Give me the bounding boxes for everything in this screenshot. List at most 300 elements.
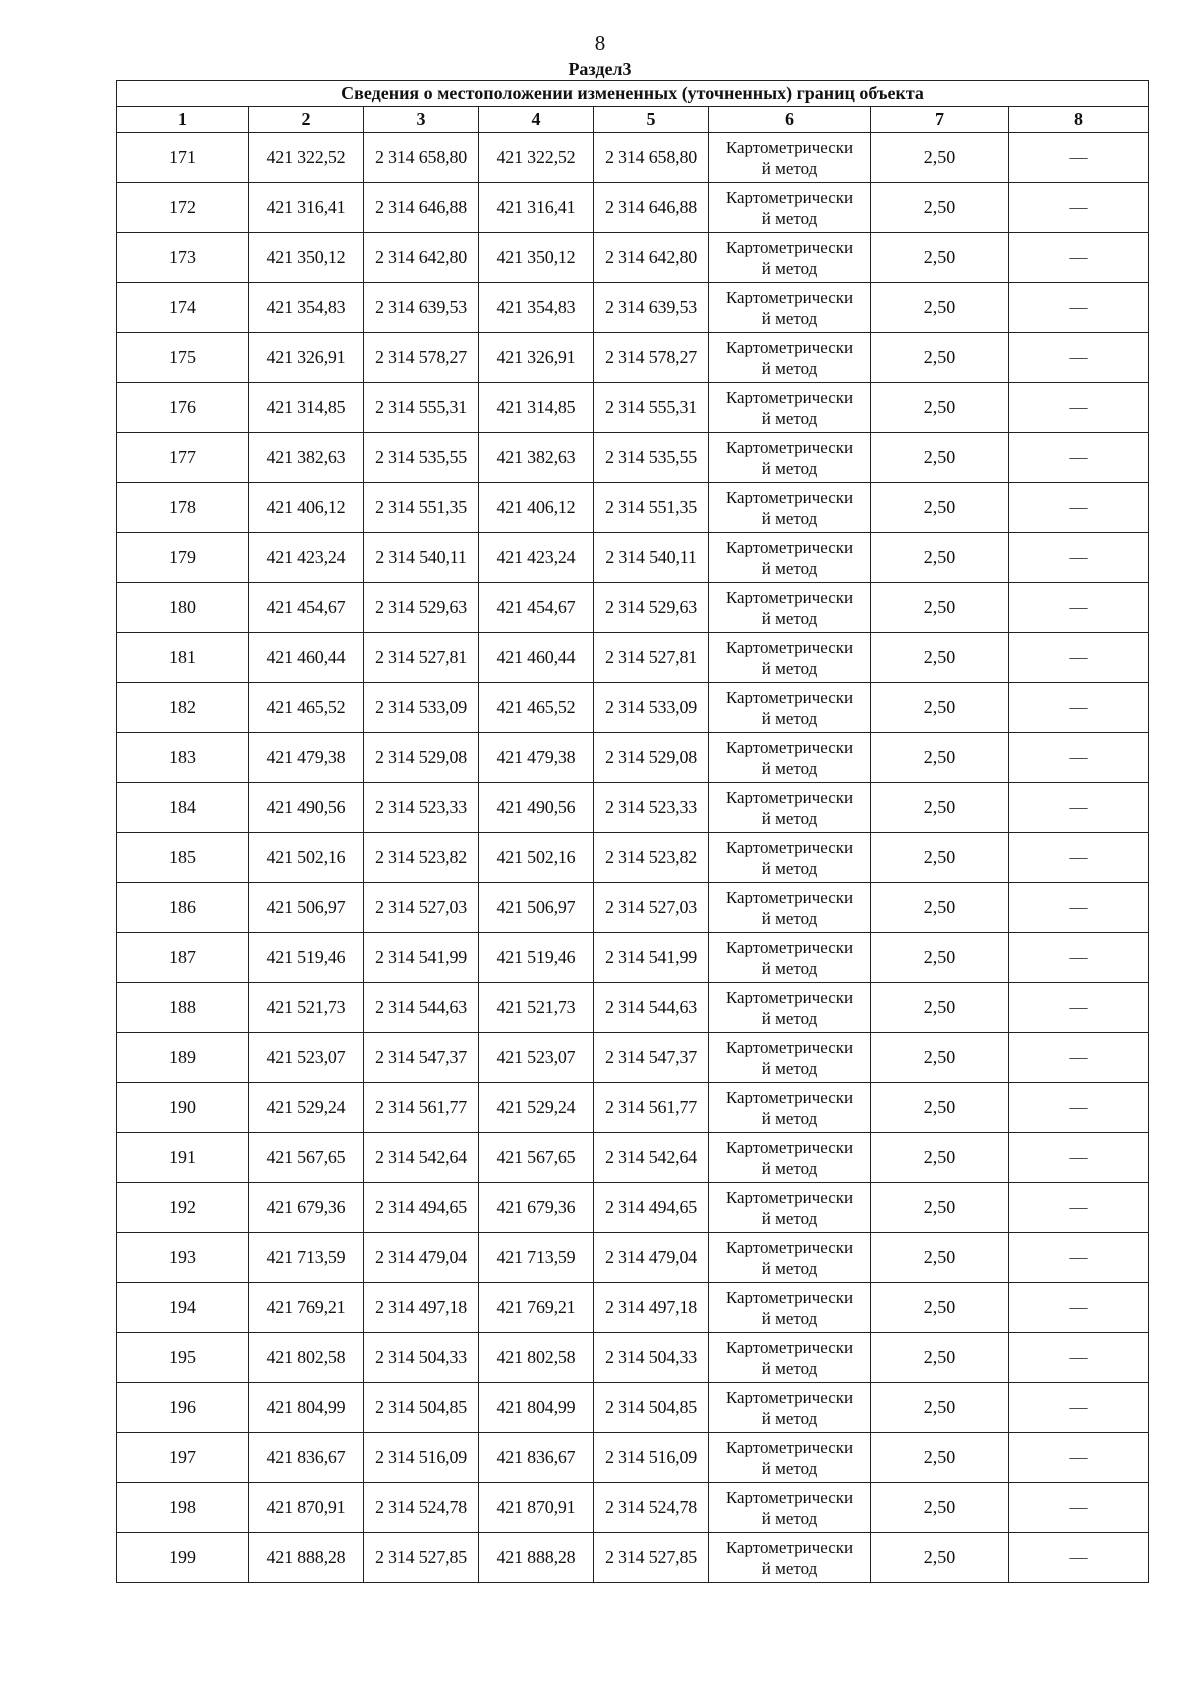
description-cell: — — [1009, 883, 1149, 933]
point-number-cell: 182 — [117, 683, 249, 733]
new-x-cell: 421 713,59 — [479, 1233, 594, 1283]
table-row — [117, 533, 1149, 583]
new-x-cell: 421 521,73 — [479, 983, 594, 1033]
new-y-cell: 2 314 527,81 — [594, 633, 709, 683]
accuracy-cell: 2,50 — [871, 783, 1009, 833]
existing-x-cell: 421 465,52 — [249, 683, 364, 733]
accuracy-cell: 2,50 — [871, 733, 1009, 783]
method-text-line-1: Картометрически — [725, 387, 854, 407]
new-y-cell: 2 314 561,77 — [594, 1083, 709, 1133]
accuracy-cell: 2,50 — [871, 233, 1009, 283]
method-text-line-2: й метод — [761, 1208, 818, 1228]
new-x-cell: 421 460,44 — [479, 633, 594, 683]
method-cell — [709, 533, 871, 583]
existing-y-cell: 2 314 561,77 — [364, 1083, 479, 1133]
method-cell — [709, 1283, 871, 1333]
existing-y-cell: 2 314 516,09 — [364, 1433, 479, 1483]
new-x-cell: 421 529,24 — [479, 1083, 594, 1133]
new-y-cell: 2 314 529,63 — [594, 583, 709, 633]
description-cell: — — [1009, 1083, 1149, 1133]
method-cell — [709, 1233, 871, 1283]
accuracy-cell: 2,50 — [871, 683, 1009, 733]
method-text-line-1: Картометрически — [725, 487, 854, 507]
accuracy-cell: 2,50 — [871, 1383, 1009, 1433]
method-text-line-1: Картометрически — [725, 1237, 854, 1257]
new-x-cell: 421 870,91 — [479, 1483, 594, 1533]
method-text-line-2: й метод — [761, 358, 818, 378]
accuracy-cell: 2,50 — [871, 883, 1009, 933]
method-text-line-2: й метод — [761, 1358, 818, 1378]
new-x-cell: 421 350,12 — [479, 233, 594, 283]
method-text-line-2: й метод — [761, 158, 818, 178]
existing-x-cell: 421 506,97 — [249, 883, 364, 933]
column-numbers-row — [117, 107, 1149, 133]
table-row — [117, 183, 1149, 233]
new-y-cell: 2 314 541,99 — [594, 933, 709, 983]
method-text-line-1: Картометрически — [725, 737, 854, 757]
method-cell — [709, 1333, 871, 1383]
new-y-cell: 2 314 544,63 — [594, 983, 709, 1033]
column-number-4: 4 — [479, 107, 594, 133]
method-text-line-2: й метод — [761, 308, 818, 328]
method-text-line-1: Картометрически — [725, 1337, 854, 1357]
method-cell — [709, 933, 871, 983]
column-number-8: 8 — [1009, 107, 1149, 133]
table-caption: Сведения о местоположении измененных (уточненных) границ объекта — [117, 81, 1149, 107]
table-row — [117, 483, 1149, 533]
method-text-line-2: й метод — [761, 258, 818, 278]
new-x-cell: 421 490,56 — [479, 783, 594, 833]
new-x-cell: 421 454,67 — [479, 583, 594, 633]
new-y-cell: 2 314 529,08 — [594, 733, 709, 783]
method-text-line-2: й метод — [761, 1508, 818, 1528]
existing-y-cell: 2 314 551,35 — [364, 483, 479, 533]
point-number-cell: 190 — [117, 1083, 249, 1133]
coordinates-table — [116, 80, 1149, 1583]
description-cell: — — [1009, 533, 1149, 583]
method-text-line-2: й метод — [761, 808, 818, 828]
point-number-cell: 174 — [117, 283, 249, 333]
new-x-cell: 421 406,12 — [479, 483, 594, 533]
method-text-line-2: й метод — [761, 408, 818, 428]
table-row — [117, 383, 1149, 433]
existing-y-cell: 2 314 529,08 — [364, 733, 479, 783]
table-row — [117, 983, 1149, 1033]
description-cell: — — [1009, 583, 1149, 633]
description-cell: — — [1009, 133, 1149, 183]
method-text-line-2: й метод — [761, 1458, 818, 1478]
method-cell — [709, 883, 871, 933]
existing-x-cell: 421 350,12 — [249, 233, 364, 283]
method-text-line-2: й метод — [761, 858, 818, 878]
new-y-cell: 2 314 479,04 — [594, 1233, 709, 1283]
point-number-cell: 197 — [117, 1433, 249, 1483]
description-cell: — — [1009, 1283, 1149, 1333]
table-row — [117, 833, 1149, 883]
existing-y-cell: 2 314 523,82 — [364, 833, 479, 883]
existing-x-cell: 421 836,67 — [249, 1433, 364, 1483]
point-number-cell: 173 — [117, 233, 249, 283]
column-number-7: 7 — [871, 107, 1009, 133]
new-x-cell: 421 567,65 — [479, 1133, 594, 1183]
existing-y-cell: 2 314 544,63 — [364, 983, 479, 1033]
point-number-cell: 172 — [117, 183, 249, 233]
new-x-cell: 421 423,24 — [479, 533, 594, 583]
method-text-line-1: Картометрически — [725, 587, 854, 607]
table-row — [117, 133, 1149, 183]
new-x-cell: 421 888,28 — [479, 1533, 594, 1583]
method-text-line-2: й метод — [761, 208, 818, 228]
description-cell: — — [1009, 1233, 1149, 1283]
existing-y-cell: 2 314 642,80 — [364, 233, 479, 283]
table-row — [117, 1133, 1149, 1183]
new-x-cell: 421 326,91 — [479, 333, 594, 383]
method-text-line-1: Картометрически — [725, 937, 854, 957]
new-y-cell: 2 314 642,80 — [594, 233, 709, 283]
method-cell — [709, 433, 871, 483]
existing-x-cell: 421 490,56 — [249, 783, 364, 833]
method-text-line-1: Картометрически — [725, 137, 854, 157]
description-cell: — — [1009, 433, 1149, 483]
new-x-cell: 421 479,38 — [479, 733, 594, 783]
existing-y-cell: 2 314 524,78 — [364, 1483, 479, 1533]
existing-x-cell: 421 354,83 — [249, 283, 364, 333]
existing-x-cell: 421 460,44 — [249, 633, 364, 683]
existing-y-cell: 2 314 527,81 — [364, 633, 479, 683]
table-row — [117, 1233, 1149, 1283]
existing-y-cell: 2 314 646,88 — [364, 183, 479, 233]
description-cell: — — [1009, 383, 1149, 433]
point-number-cell: 177 — [117, 433, 249, 483]
existing-y-cell: 2 314 547,37 — [364, 1033, 479, 1083]
existing-y-cell: 2 314 527,85 — [364, 1533, 479, 1583]
accuracy-cell: 2,50 — [871, 283, 1009, 333]
existing-x-cell: 421 713,59 — [249, 1233, 364, 1283]
point-number-cell: 184 — [117, 783, 249, 833]
existing-x-cell: 421 479,38 — [249, 733, 364, 783]
table-row — [117, 1433, 1149, 1483]
table-row — [117, 1533, 1149, 1583]
description-cell: — — [1009, 483, 1149, 533]
accuracy-cell: 2,50 — [871, 1533, 1009, 1583]
point-number-cell: 180 — [117, 583, 249, 633]
point-number-cell: 198 — [117, 1483, 249, 1533]
method-cell — [709, 633, 871, 683]
existing-y-cell: 2 314 527,03 — [364, 883, 479, 933]
table-row — [117, 1283, 1149, 1333]
existing-y-cell: 2 314 533,09 — [364, 683, 479, 733]
table-row — [117, 1033, 1149, 1083]
existing-x-cell: 421 423,24 — [249, 533, 364, 583]
new-x-cell: 421 382,63 — [479, 433, 594, 483]
method-text-line-2: й метод — [761, 1308, 818, 1328]
description-cell: — — [1009, 333, 1149, 383]
column-number-5: 5 — [594, 107, 709, 133]
existing-x-cell: 421 382,63 — [249, 433, 364, 483]
description-cell: — — [1009, 733, 1149, 783]
new-y-cell: 2 314 639,53 — [594, 283, 709, 333]
method-text-line-2: й метод — [761, 1558, 818, 1578]
description-cell: — — [1009, 233, 1149, 283]
description-cell: — — [1009, 283, 1149, 333]
point-number-cell: 193 — [117, 1233, 249, 1283]
existing-x-cell: 421 322,52 — [249, 133, 364, 183]
point-number-cell: 195 — [117, 1333, 249, 1383]
method-cell — [709, 233, 871, 283]
method-text-line-1: Картометрически — [725, 987, 854, 1007]
new-x-cell: 421 465,52 — [479, 683, 594, 733]
method-text-line-2: й метод — [761, 608, 818, 628]
description-cell: — — [1009, 833, 1149, 883]
table-row — [117, 333, 1149, 383]
column-number-2: 2 — [249, 107, 364, 133]
new-y-cell: 2 314 551,35 — [594, 483, 709, 533]
existing-y-cell: 2 314 494,65 — [364, 1183, 479, 1233]
section-title: Раздел3 — [568, 59, 632, 79]
method-text-line-1: Картометрически — [725, 1087, 854, 1107]
method-text-line-1: Картометрически — [725, 837, 854, 857]
accuracy-cell: 2,50 — [871, 1033, 1009, 1083]
new-y-cell: 2 314 494,65 — [594, 1183, 709, 1233]
accuracy-cell: 2,50 — [871, 483, 1009, 533]
method-cell — [709, 483, 871, 533]
new-x-cell: 421 316,41 — [479, 183, 594, 233]
method-text-line-1: Картометрически — [725, 437, 854, 457]
method-cell — [709, 1533, 871, 1583]
method-text-line-1: Картометрически — [725, 1387, 854, 1407]
new-y-cell: 2 314 523,82 — [594, 833, 709, 883]
point-number-cell: 196 — [117, 1383, 249, 1433]
new-y-cell: 2 314 547,37 — [594, 1033, 709, 1083]
table-row — [117, 933, 1149, 983]
method-text-line-2: й метод — [761, 758, 818, 778]
table-row — [117, 1083, 1149, 1133]
existing-y-cell: 2 314 555,31 — [364, 383, 479, 433]
table-row — [117, 283, 1149, 333]
existing-x-cell: 421 804,99 — [249, 1383, 364, 1433]
point-number-cell: 189 — [117, 1033, 249, 1083]
table-row — [117, 883, 1149, 933]
existing-y-cell: 2 314 542,64 — [364, 1133, 479, 1183]
existing-y-cell: 2 314 497,18 — [364, 1283, 479, 1333]
existing-x-cell: 421 502,16 — [249, 833, 364, 883]
existing-x-cell: 421 454,67 — [249, 583, 364, 633]
existing-x-cell: 421 314,85 — [249, 383, 364, 433]
description-cell: — — [1009, 183, 1149, 233]
method-text-line-1: Картометрически — [725, 1537, 854, 1557]
existing-y-cell: 2 314 541,99 — [364, 933, 479, 983]
existing-x-cell: 421 523,07 — [249, 1033, 364, 1083]
accuracy-cell: 2,50 — [871, 633, 1009, 683]
table-row — [117, 1483, 1149, 1533]
new-y-cell: 2 314 542,64 — [594, 1133, 709, 1183]
method-text-line-2: й метод — [761, 1108, 818, 1128]
new-y-cell: 2 314 555,31 — [594, 383, 709, 433]
method-cell — [709, 583, 871, 633]
method-cell — [709, 333, 871, 383]
point-number-cell: 183 — [117, 733, 249, 783]
description-cell: — — [1009, 1133, 1149, 1183]
method-cell — [709, 383, 871, 433]
new-y-cell: 2 314 533,09 — [594, 683, 709, 733]
existing-x-cell: 421 769,21 — [249, 1283, 364, 1333]
method-text-line-2: й метод — [761, 458, 818, 478]
method-cell — [709, 783, 871, 833]
method-cell — [709, 1483, 871, 1533]
new-y-cell: 2 314 523,33 — [594, 783, 709, 833]
column-number-3: 3 — [364, 107, 479, 133]
accuracy-cell: 2,50 — [871, 1483, 1009, 1533]
existing-x-cell: 421 529,24 — [249, 1083, 364, 1133]
new-x-cell: 421 506,97 — [479, 883, 594, 933]
method-text-line-2: й метод — [761, 1158, 818, 1178]
point-number-cell: 176 — [117, 383, 249, 433]
existing-x-cell: 421 888,28 — [249, 1533, 364, 1583]
accuracy-cell: 2,50 — [871, 1433, 1009, 1483]
table-row — [117, 583, 1149, 633]
description-cell: — — [1009, 1483, 1149, 1533]
description-cell: — — [1009, 783, 1149, 833]
accuracy-cell: 2,50 — [871, 183, 1009, 233]
existing-y-cell: 2 314 479,04 — [364, 1233, 479, 1283]
description-cell: — — [1009, 933, 1149, 983]
accuracy-cell: 2,50 — [871, 1233, 1009, 1283]
table-body — [117, 133, 1149, 1583]
table-row — [117, 633, 1149, 683]
point-number-cell: 186 — [117, 883, 249, 933]
method-cell — [709, 283, 871, 333]
method-text-line-1: Картометрически — [725, 287, 854, 307]
method-cell — [709, 1183, 871, 1233]
new-x-cell: 421 836,67 — [479, 1433, 594, 1483]
method-text-line-1: Картометрически — [725, 787, 854, 807]
method-text-line-1: Картометрически — [725, 1437, 854, 1457]
new-y-cell: 2 314 516,09 — [594, 1433, 709, 1483]
point-number-cell: 178 — [117, 483, 249, 533]
point-number-cell: 179 — [117, 533, 249, 583]
method-text-line-2: й метод — [761, 908, 818, 928]
point-number-cell: 194 — [117, 1283, 249, 1333]
method-cell — [709, 983, 871, 1033]
method-cell — [709, 1133, 871, 1183]
method-text-line-2: й метод — [761, 1058, 818, 1078]
existing-y-cell: 2 314 578,27 — [364, 333, 479, 383]
method-text-line-2: й метод — [761, 958, 818, 978]
description-cell: — — [1009, 1333, 1149, 1383]
accuracy-cell: 2,50 — [871, 133, 1009, 183]
new-x-cell: 421 769,21 — [479, 1283, 594, 1333]
new-y-cell: 2 314 535,55 — [594, 433, 709, 483]
method-cell — [709, 683, 871, 733]
new-x-cell: 421 354,83 — [479, 283, 594, 333]
method-text-line-1: Картометрически — [725, 637, 854, 657]
method-cell — [709, 133, 871, 183]
existing-x-cell: 421 679,36 — [249, 1183, 364, 1233]
table-row — [117, 233, 1149, 283]
table-row — [117, 1183, 1149, 1233]
new-y-cell: 2 314 504,33 — [594, 1333, 709, 1383]
accuracy-cell: 2,50 — [871, 533, 1009, 583]
description-cell: — — [1009, 1533, 1149, 1583]
accuracy-cell: 2,50 — [871, 833, 1009, 883]
point-number-cell: 175 — [117, 333, 249, 383]
existing-y-cell: 2 314 504,85 — [364, 1383, 479, 1433]
description-cell: — — [1009, 1383, 1149, 1433]
new-x-cell: 421 502,16 — [479, 833, 594, 883]
table-row — [117, 683, 1149, 733]
table-row — [117, 733, 1149, 783]
method-text-line-2: й метод — [761, 508, 818, 528]
method-text-line-1: Картометрически — [725, 1187, 854, 1207]
description-cell: — — [1009, 1433, 1149, 1483]
existing-y-cell: 2 314 535,55 — [364, 433, 479, 483]
method-text-line-1: Картометрически — [725, 187, 854, 207]
new-y-cell: 2 314 578,27 — [594, 333, 709, 383]
existing-y-cell: 2 314 504,33 — [364, 1333, 479, 1383]
point-number-cell: 199 — [117, 1533, 249, 1583]
existing-y-cell: 2 314 523,33 — [364, 783, 479, 833]
method-text-line-2: й метод — [761, 558, 818, 578]
point-number-cell: 181 — [117, 633, 249, 683]
accuracy-cell: 2,50 — [871, 933, 1009, 983]
new-y-cell: 2 314 527,03 — [594, 883, 709, 933]
accuracy-cell: 2,50 — [871, 333, 1009, 383]
accuracy-cell: 2,50 — [871, 1283, 1009, 1333]
existing-x-cell: 421 521,73 — [249, 983, 364, 1033]
new-y-cell: 2 314 497,18 — [594, 1283, 709, 1333]
method-text-line-1: Картометрически — [725, 1037, 854, 1057]
existing-x-cell: 421 567,65 — [249, 1133, 364, 1183]
existing-y-cell: 2 314 529,63 — [364, 583, 479, 633]
method-text-line-1: Картометрически — [725, 687, 854, 707]
new-x-cell: 421 519,46 — [479, 933, 594, 983]
point-number-cell: 188 — [117, 983, 249, 1033]
new-y-cell: 2 314 646,88 — [594, 183, 709, 233]
new-x-cell: 421 804,99 — [479, 1383, 594, 1433]
existing-x-cell: 421 870,91 — [249, 1483, 364, 1533]
new-y-cell: 2 314 524,78 — [594, 1483, 709, 1533]
method-text-line-1: Картометрически — [725, 1287, 854, 1307]
method-cell — [709, 833, 871, 883]
method-text-line-2: й метод — [761, 708, 818, 728]
method-text-line-1: Картометрически — [725, 1137, 854, 1157]
new-y-cell: 2 314 527,85 — [594, 1533, 709, 1583]
new-x-cell: 421 314,85 — [479, 383, 594, 433]
table-row — [117, 1383, 1149, 1433]
method-cell — [709, 183, 871, 233]
accuracy-cell: 2,50 — [871, 1183, 1009, 1233]
point-number-cell: 191 — [117, 1133, 249, 1183]
new-y-cell: 2 314 658,80 — [594, 133, 709, 183]
new-x-cell: 421 322,52 — [479, 133, 594, 183]
table-row — [117, 783, 1149, 833]
method-cell — [709, 1383, 871, 1433]
method-text-line-1: Картометрически — [725, 337, 854, 357]
existing-x-cell: 421 406,12 — [249, 483, 364, 533]
point-number-cell: 185 — [117, 833, 249, 883]
method-text-line-1: Картометрически — [725, 1487, 854, 1507]
accuracy-cell: 2,50 — [871, 433, 1009, 483]
point-number-cell: 171 — [117, 133, 249, 183]
existing-y-cell: 2 314 658,80 — [364, 133, 479, 183]
method-text-line-1: Картометрически — [725, 887, 854, 907]
description-cell: — — [1009, 983, 1149, 1033]
existing-x-cell: 421 316,41 — [249, 183, 364, 233]
method-cell — [709, 1083, 871, 1133]
new-y-cell: 2 314 504,85 — [594, 1383, 709, 1433]
existing-x-cell: 421 802,58 — [249, 1333, 364, 1383]
accuracy-cell: 2,50 — [871, 583, 1009, 633]
